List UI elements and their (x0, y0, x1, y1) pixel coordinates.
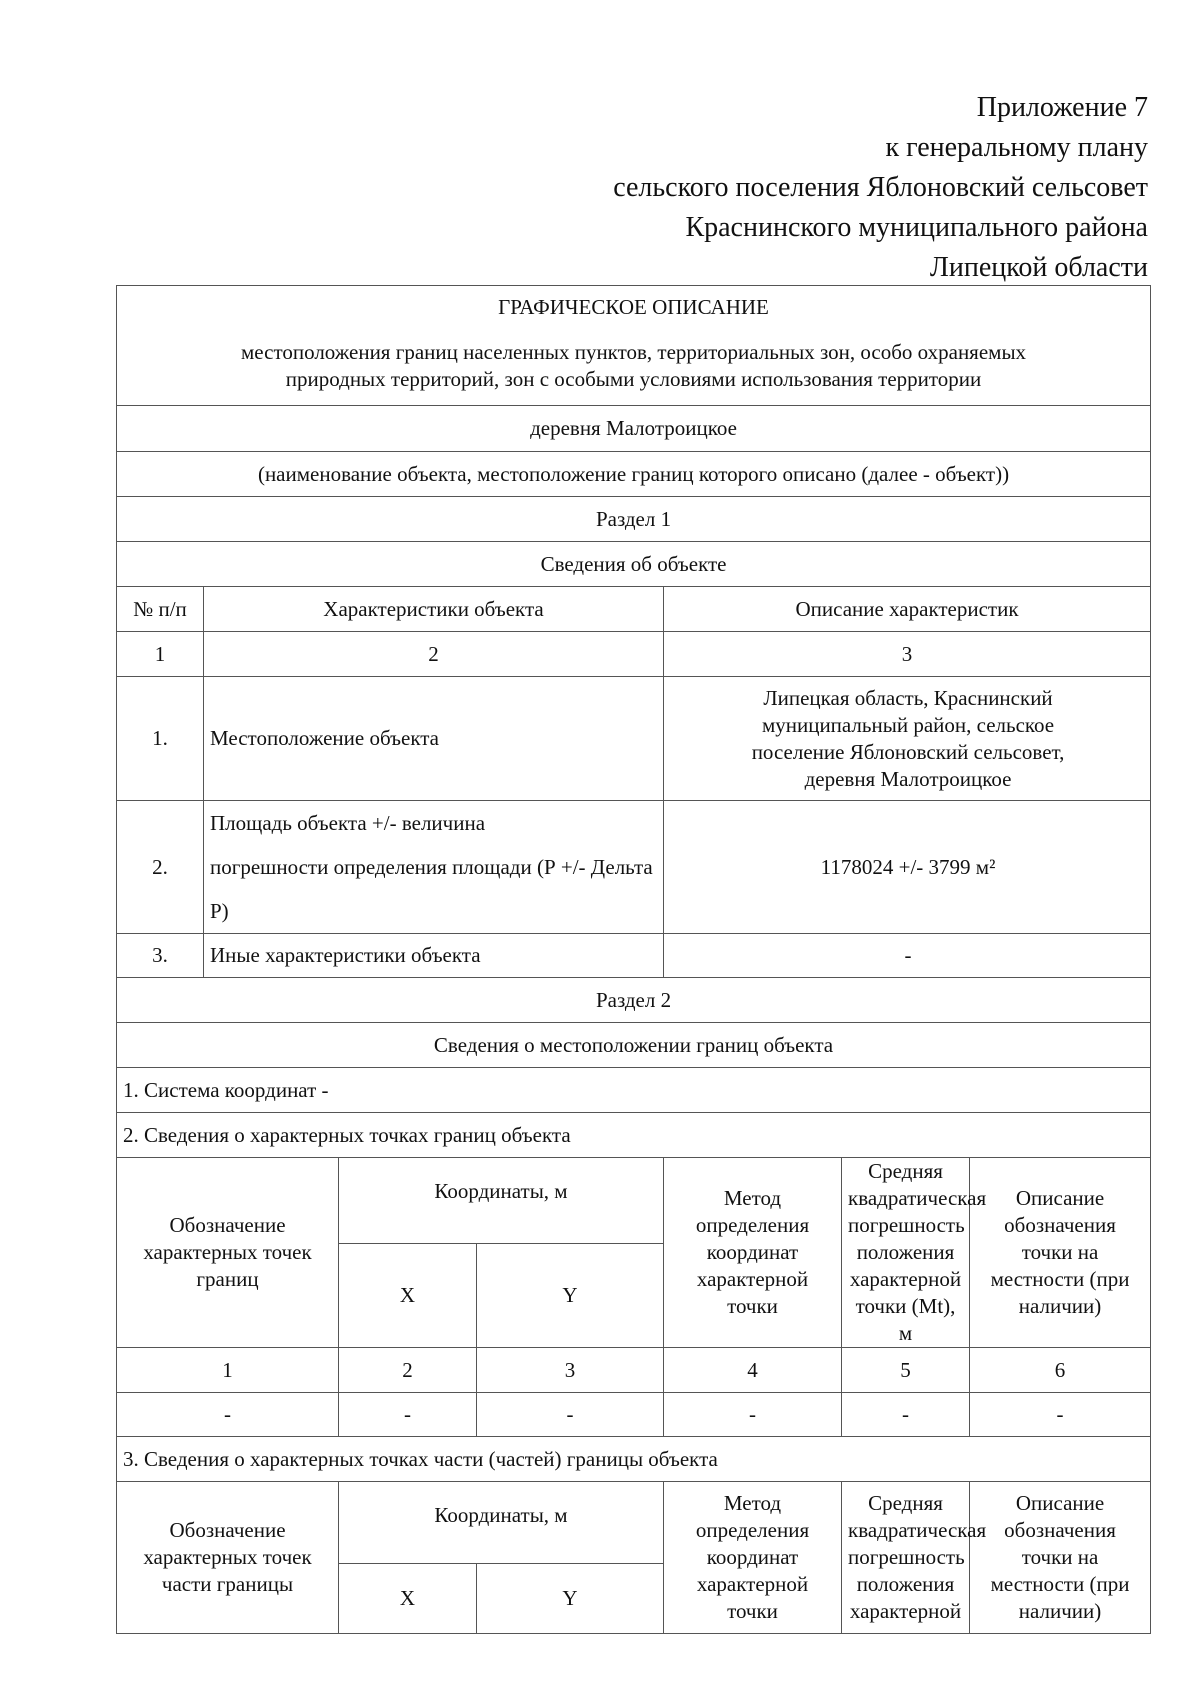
header-line: определения (695, 1518, 810, 1542)
col-method (664, 1158, 842, 1348)
object-name: деревня Малотроицкое (117, 406, 1151, 452)
table-cell: - (477, 1393, 664, 1437)
col-header-description: Описание характеристик (664, 587, 1151, 632)
col-header-characteristic: Характеристики объекта (204, 587, 664, 632)
row-description (664, 677, 1151, 801)
header-line: Средняя (868, 1491, 943, 1515)
table-cell: - (970, 1393, 1151, 1437)
header-line: Описание (1015, 1491, 1105, 1515)
table-cell: - (664, 1393, 842, 1437)
header-line: Обозначение (169, 1518, 286, 1542)
table-row (117, 677, 1151, 801)
header-line: характерных точек (143, 1240, 312, 1264)
header-line: Описание (1015, 1186, 1105, 1210)
section2-subtitle: Сведения о местоположении границ объекта (117, 1023, 1151, 1068)
table-row (117, 1393, 1151, 1437)
table-cell: - (842, 1393, 970, 1437)
header-line: квадратическая (848, 1186, 987, 1210)
header-line: характерной (696, 1572, 809, 1596)
row-characteristic: Местоположение объекта (204, 677, 664, 801)
col-number: 5 (842, 1348, 970, 1393)
header-line: характерной (849, 1267, 962, 1291)
row-characteristic: Иные характеристики объекта (204, 934, 664, 978)
header-line: границ (196, 1267, 259, 1291)
coordinate-system: 1. Система координат - (117, 1068, 1151, 1113)
row-number: 1. (117, 677, 204, 801)
col-number: 3 (477, 1348, 664, 1393)
header-line: Обозначение (169, 1213, 286, 1237)
row-description: 1178024 +/- 3799 м² (664, 801, 1151, 934)
appendix-line: Приложение 7 (976, 92, 1148, 123)
col-error (842, 1158, 987, 1348)
col-number: 6 (970, 1348, 1151, 1393)
table-row (117, 801, 1151, 934)
appendix-line: Липецкой области (929, 252, 1148, 283)
header-line: обозначения (1004, 1518, 1116, 1542)
header-line: Метод (723, 1186, 782, 1210)
table-cell: - (117, 1393, 339, 1437)
table-cell: - (339, 1393, 477, 1437)
header-line: характерных точек (143, 1545, 312, 1569)
col-point-description (970, 1482, 1151, 1634)
header-line: характерной (696, 1267, 809, 1291)
col-y: Y (477, 1564, 664, 1634)
header-line: положения (856, 1572, 955, 1596)
header-line: наличии) (1018, 1599, 1102, 1623)
col-number: 2 (204, 632, 664, 677)
section2-title: Раздел 2 (117, 978, 1151, 1023)
header-line: координат (706, 1545, 799, 1569)
col-coordinates: Координаты, м (339, 1482, 664, 1564)
col-x: X (339, 1244, 477, 1348)
col-designation (117, 1482, 339, 1634)
description-line: поселение Яблоновский сельсовет, (751, 739, 1065, 764)
col-number: 1 (117, 1348, 339, 1393)
header-line: положения (856, 1240, 955, 1264)
characteristic-line: погрешности определения площади (Р +/- Дельта Р) (210, 855, 653, 923)
appendix-line: к генеральному плану (885, 132, 1148, 163)
header-line: Метод (723, 1491, 782, 1515)
graphic-description-table (116, 285, 1151, 1634)
header-line: квадратическая (848, 1518, 987, 1542)
row-number: 3. (117, 934, 204, 978)
header-line: точки на (1021, 1545, 1099, 1569)
section1-subtitle: Сведения об объекте (117, 542, 1151, 587)
header-line: части границы (161, 1572, 294, 1596)
object-caption: (наименование объекта, местоположение границ которого описано (далее - объект)) (117, 452, 1151, 497)
row-description: - (664, 934, 1151, 978)
table-row (117, 934, 1151, 978)
header-line: определения (695, 1213, 810, 1237)
col-y: Y (477, 1244, 664, 1348)
points-title: 2. Сведения о характерных точках границ объекта (117, 1113, 1151, 1158)
col-error (842, 1482, 987, 1634)
header-line: местности (при (990, 1572, 1130, 1596)
description-line: Липецкая область, Краснинский (763, 685, 1053, 710)
col-x: X (339, 1564, 477, 1634)
header-line: координат (706, 1240, 799, 1264)
header-line: точки (727, 1294, 778, 1318)
document-subtitle-line: местоположения границ населенных пунктов, территориальных зон, особо охраняемых (241, 340, 1027, 364)
row-characteristic (204, 801, 664, 934)
col-method (664, 1482, 842, 1634)
parts-title: 3. Сведения о характерных точках части (частей) границы объекта (117, 1437, 1151, 1482)
header-line: точки (Mt), м (855, 1294, 956, 1345)
header-line: наличии) (1018, 1294, 1102, 1318)
description-line: муниципальный район, сельское (761, 712, 1055, 737)
document-subtitle-line: природных территорий, зон с особыми условиями использования территории (285, 367, 982, 391)
col-header-number: № п/п (117, 587, 204, 632)
col-number: 2 (339, 1348, 477, 1393)
header-line: погрешность (848, 1545, 965, 1569)
col-point-description (970, 1158, 1151, 1348)
document-title: ГРАФИЧЕСКОЕ ОПИСАНИЕ (498, 295, 769, 319)
section1-title: Раздел 1 (117, 497, 1151, 542)
header-line: обозначения (1004, 1213, 1116, 1237)
header-line: местности (при (990, 1267, 1130, 1291)
col-number: 1 (117, 632, 204, 677)
col-number: 4 (664, 1348, 842, 1393)
appendix-line: Краснинского муниципального района (685, 212, 1148, 243)
header-line: точки на (1021, 1240, 1099, 1264)
appendix-line: сельского поселения Яблоновский сельсовет (613, 172, 1148, 203)
header-line: характерной (849, 1599, 962, 1623)
document-header (117, 286, 1151, 406)
col-coordinates: Координаты, м (339, 1158, 664, 1244)
header-line: Средняя (868, 1159, 943, 1183)
header-line: погрешность (848, 1213, 965, 1237)
appendix-block (613, 88, 1148, 288)
description-line: деревня Малотроицкое (804, 766, 1012, 791)
col-designation (117, 1158, 339, 1348)
row-number: 2. (117, 801, 204, 934)
col-number: 3 (664, 632, 1151, 677)
characteristic-line: Площадь объекта +/- величина (210, 811, 486, 835)
header-line: точки (727, 1599, 778, 1623)
